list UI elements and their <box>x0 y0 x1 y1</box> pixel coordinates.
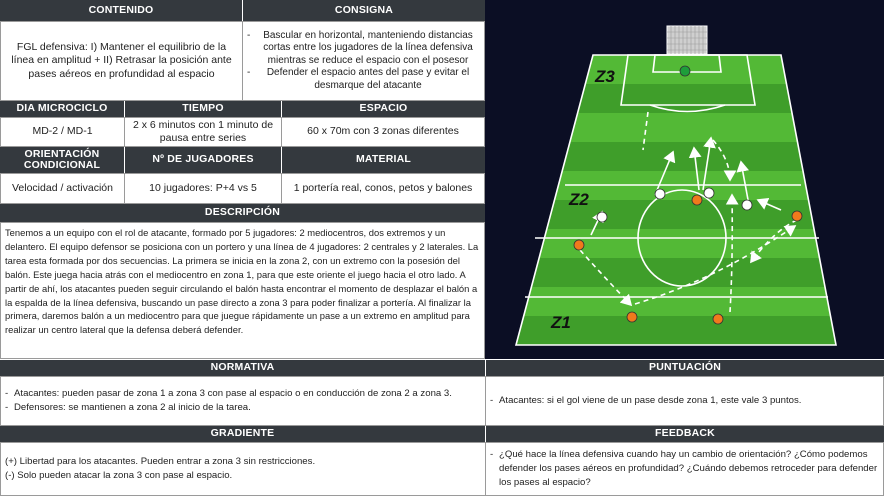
num-jugadores-value: 10 jugadores: P+4 vs 5 <box>124 173 282 204</box>
defender-player <box>597 212 607 222</box>
normativa-box <box>0 376 486 426</box>
header-espacio: ESPACIO <box>282 101 485 117</box>
attacker-player <box>574 240 584 250</box>
attacker-player <box>627 312 637 322</box>
gradiente-item: (+) Libertad para los atacantes. Pueden entrar a zona 3 sin restricciones. <box>5 456 316 468</box>
grass-stripe <box>562 142 803 171</box>
defender-player <box>704 188 714 198</box>
normativa-list <box>5 387 452 415</box>
header-contenido: CONTENIDO <box>0 0 242 21</box>
descripcion-text: Tenemos a un equipo con el rol de atacante, formado por 5 jugadores: 2 mediocentros, dos extremos y un delantero. El equipo defensor se posiciona con un portero y una línea de 4 jugadores: 2 centrales y 2 laterales. La tarea esta formada por dos secuencias. La primera se inicia en la zona 2, con un extremo con la posesión del balón. Este juega hacia atrás con el mediocentro en zona 1, para que este oriente el juego hacia el otro lado. A partir de ahí, los atacantes pueden seguir circulando el balón hasta encontrar el momento de desplazar el balón a la espalda de la línea defensiva, buscando un pase directo a zona 3 para poder finalizar a portería. Al finalizar la primera, daremos balón a un mediocentro para que juegue rápidamente un pase a un extremo en amplitud para realizar un centro lateral que la defensa deberá defender. <box>0 222 485 359</box>
header-orientacion: ORIENTACIÓN CONDICIONAL <box>0 147 124 173</box>
zone-label-z2: Z2 <box>569 190 589 209</box>
puntuacion-item: - Atacantes: si el gol viene de un pase desde zona 1, este vale 3 puntos. <box>490 394 801 408</box>
grass-stripe <box>531 258 825 287</box>
pitch-diagram <box>485 0 884 359</box>
header-dia-microciclo: DIA MICROCICLO <box>0 101 124 117</box>
gradiente-item: (-) Solo pueden atacar la zona 3 con pase al espacio. <box>5 470 233 481</box>
normativa-item: - Atacantes: pueden pasar de zona 1 a zona 3 con pase al espacio o en conducción de zona 2 a zona 3. <box>5 387 452 401</box>
goal <box>667 26 707 54</box>
goalkeeper-player <box>680 66 690 76</box>
consigna-item: - Defender el espacio antes del pase y evitar el desmarque del atacante <box>247 67 480 92</box>
grass-stripe <box>578 84 792 113</box>
zone-label-z3: Z3 <box>595 67 615 86</box>
attacker-player <box>713 314 723 324</box>
zone-label-z1: Z1 <box>551 313 571 332</box>
espacio-value: 60 x 70m con 3 zonas diferentes <box>281 117 485 147</box>
orientacion-value: Velocidad / activación <box>0 173 125 204</box>
puntuacion-list <box>490 394 801 408</box>
pitch-grass <box>516 55 836 345</box>
tiempo-value: 2 x 6 minutos con 1 minuto de pausa entre series <box>124 117 282 147</box>
pitch-svg <box>485 0 884 359</box>
contenido-text: FGL defensiva: I) Mantener el equilibrio de la línea en amplitud + II) Retrasar la posición ante pases aéreos en profundidad al espacio <box>0 21 243 101</box>
header-num-jugadores: Nº DE JUGADORES <box>125 147 281 173</box>
defender-player <box>742 200 752 210</box>
header-normativa: NORMATIVA <box>0 360 485 376</box>
header-puntuacion: PUNTUACIÓN <box>486 360 884 376</box>
gradiente-list <box>5 455 315 483</box>
feedback-item: - ¿Qué hace la línea defensiva cuando hay un cambio de orientación? ¿Cómo podemos defender los pases aéreos en profundidad? ¿Cuándo debemos retroceder para defender los pases al espacio? <box>490 448 879 490</box>
attacker-player <box>692 195 702 205</box>
attacker-player <box>792 211 802 221</box>
gradiente-box <box>0 442 486 496</box>
dia-microciclo-value: MD-2 / MD-1 <box>0 117 125 147</box>
consigna-item: - Bascular en horizontal, manteniendo distancias cortas entre los jugadores de la línea defensiva mientras se reduce el espacio con el posesor <box>247 30 480 68</box>
feedback-list <box>490 448 879 490</box>
grass-stripe <box>524 287 831 316</box>
consigna-cell <box>242 21 485 101</box>
header-gradiente: GRADIENTE <box>0 426 485 442</box>
puntuacion-box <box>485 376 884 426</box>
grass-stripe <box>570 113 798 142</box>
header-descripcion: DESCRIPCIÓN <box>0 204 485 222</box>
feedback-box <box>485 442 884 496</box>
consigna-list <box>247 30 480 93</box>
header-material: MATERIAL <box>282 147 485 173</box>
header-tiempo: TIEMPO <box>125 101 281 117</box>
header-feedback: FEEDBACK <box>486 426 884 442</box>
material-value: 1 portería real, conos, petos y balones <box>281 173 485 204</box>
normativa-item: - Defensores: se mantienen a zona 2 al inicio de la tarea. <box>5 401 452 415</box>
defender-player <box>655 189 665 199</box>
header-consigna: CONSIGNA <box>243 0 485 21</box>
